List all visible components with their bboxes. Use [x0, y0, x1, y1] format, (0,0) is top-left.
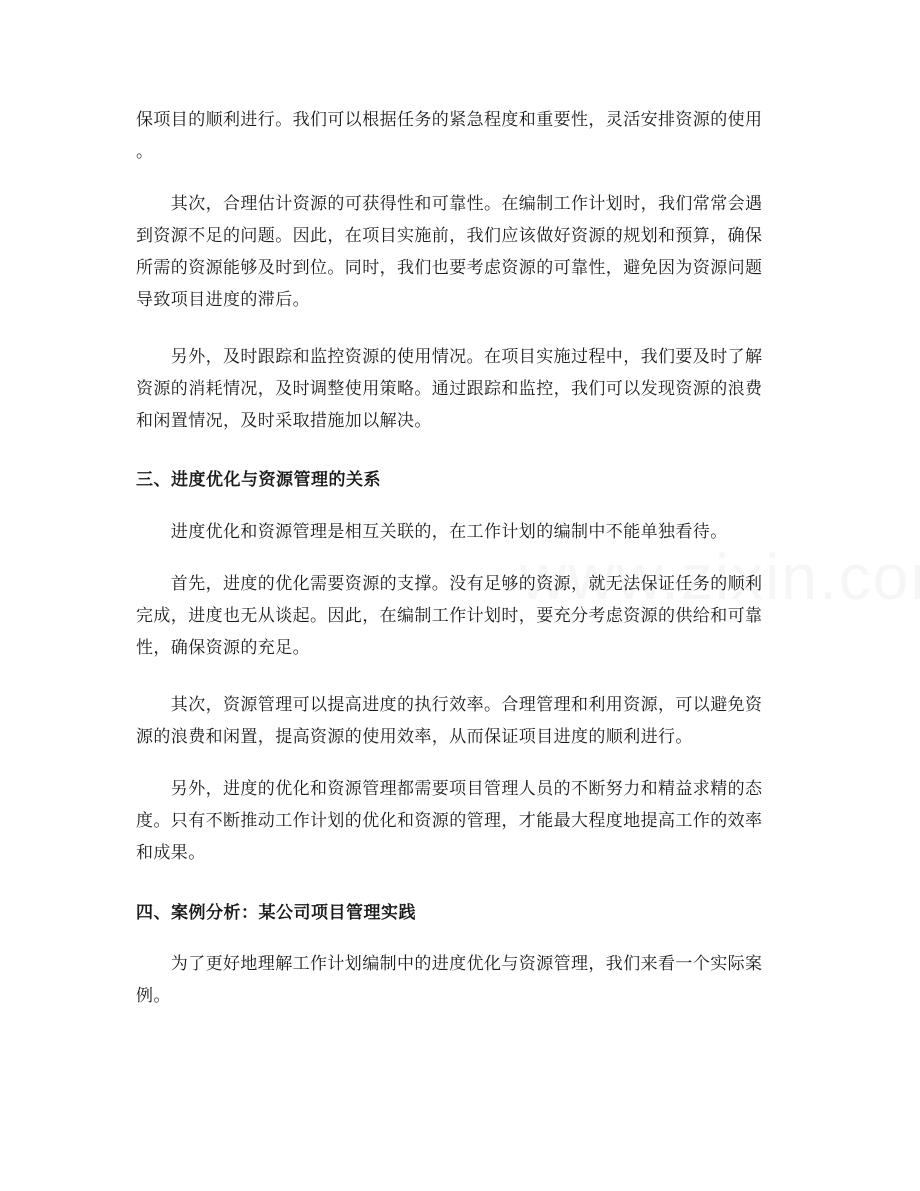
paragraph-resource-availability	[136, 188, 786, 316]
paragraph-management-attitude	[136, 773, 786, 869]
text-line: 度。只有不断推动工作计划的优化和资源的管理，才能最大程度地提高工作的效率	[136, 811, 763, 831]
paragraph-case-intro	[136, 948, 786, 1012]
text-line: 。	[136, 142, 154, 162]
paragraph-resource-efficiency	[136, 689, 786, 753]
text-line: 资源的消耗情况，及时调整使用策略。通过跟踪和监控，我们可以发现资源的浪费	[136, 379, 763, 399]
paragraph-schedule-needs-resources	[136, 568, 786, 664]
paragraph-resource-monitoring	[136, 341, 786, 437]
text-line: 其次，资源管理可以提高进度的执行效率。合理管理和利用资源，可以避免资	[136, 695, 763, 715]
text-line: 源的浪费和闲置，提高资源的使用效率，从而保证项目进度的顺利进行。	[136, 727, 693, 747]
text-line: 另外，及时跟踪和监控资源的使用情况。在项目实施过程中，我们要及时了解	[136, 347, 763, 367]
text-line: 其次，合理估计资源的可获得性和可靠性。在编制工作计划时，我们常常会遇	[136, 194, 763, 214]
text-line: 首先，进度的优化需要资源的支撑。没有足够的资源，就无法保证任务的顺利	[136, 574, 763, 594]
text-line: 另外，进度的优化和资源管理都需要项目管理人员的不断努力和精益求精的态	[136, 779, 763, 799]
text-line: 完成，进度也无从谈起。因此，在编制工作计划时，要充分考虑资源的供给和可靠	[136, 606, 763, 626]
section-heading-3: 三、进度优化与资源管理的关系	[136, 470, 381, 490]
text-line: 例。	[136, 986, 171, 1006]
text-line: 所需的资源能够及时到位。同时，我们也要考虑资源的可靠性，避免因为资源问题	[136, 258, 763, 278]
text-line: 性，确保资源的充足。	[136, 638, 310, 658]
text-line: 为了更好地理解工作计划编制中的进度优化与资源管理，我们来看一个实际案	[136, 954, 763, 974]
text-line: 导致项目进度的滞后。	[136, 290, 310, 310]
text-line: 进度优化和资源管理是相互关联的，在工作计划的编制中不能单独看待。	[136, 522, 728, 542]
text-line: 保项目的顺利进行。我们可以根据任务的紧急程度和重要性，灵活安排资源的使用	[136, 110, 763, 130]
text-line: 和闲置情况，及时采取措施加以解决。	[136, 411, 432, 431]
text-line: 到资源不足的问题。因此，在项目实施前，我们应该做好资源的规划和预算，确保	[136, 226, 763, 246]
text-line: 和成果。	[136, 843, 206, 863]
paragraph-resource-allocation-end	[136, 104, 786, 168]
paragraph-relationship-intro	[136, 516, 786, 548]
section-heading-4: 四、案例分析：某公司项目管理实践	[136, 903, 416, 923]
